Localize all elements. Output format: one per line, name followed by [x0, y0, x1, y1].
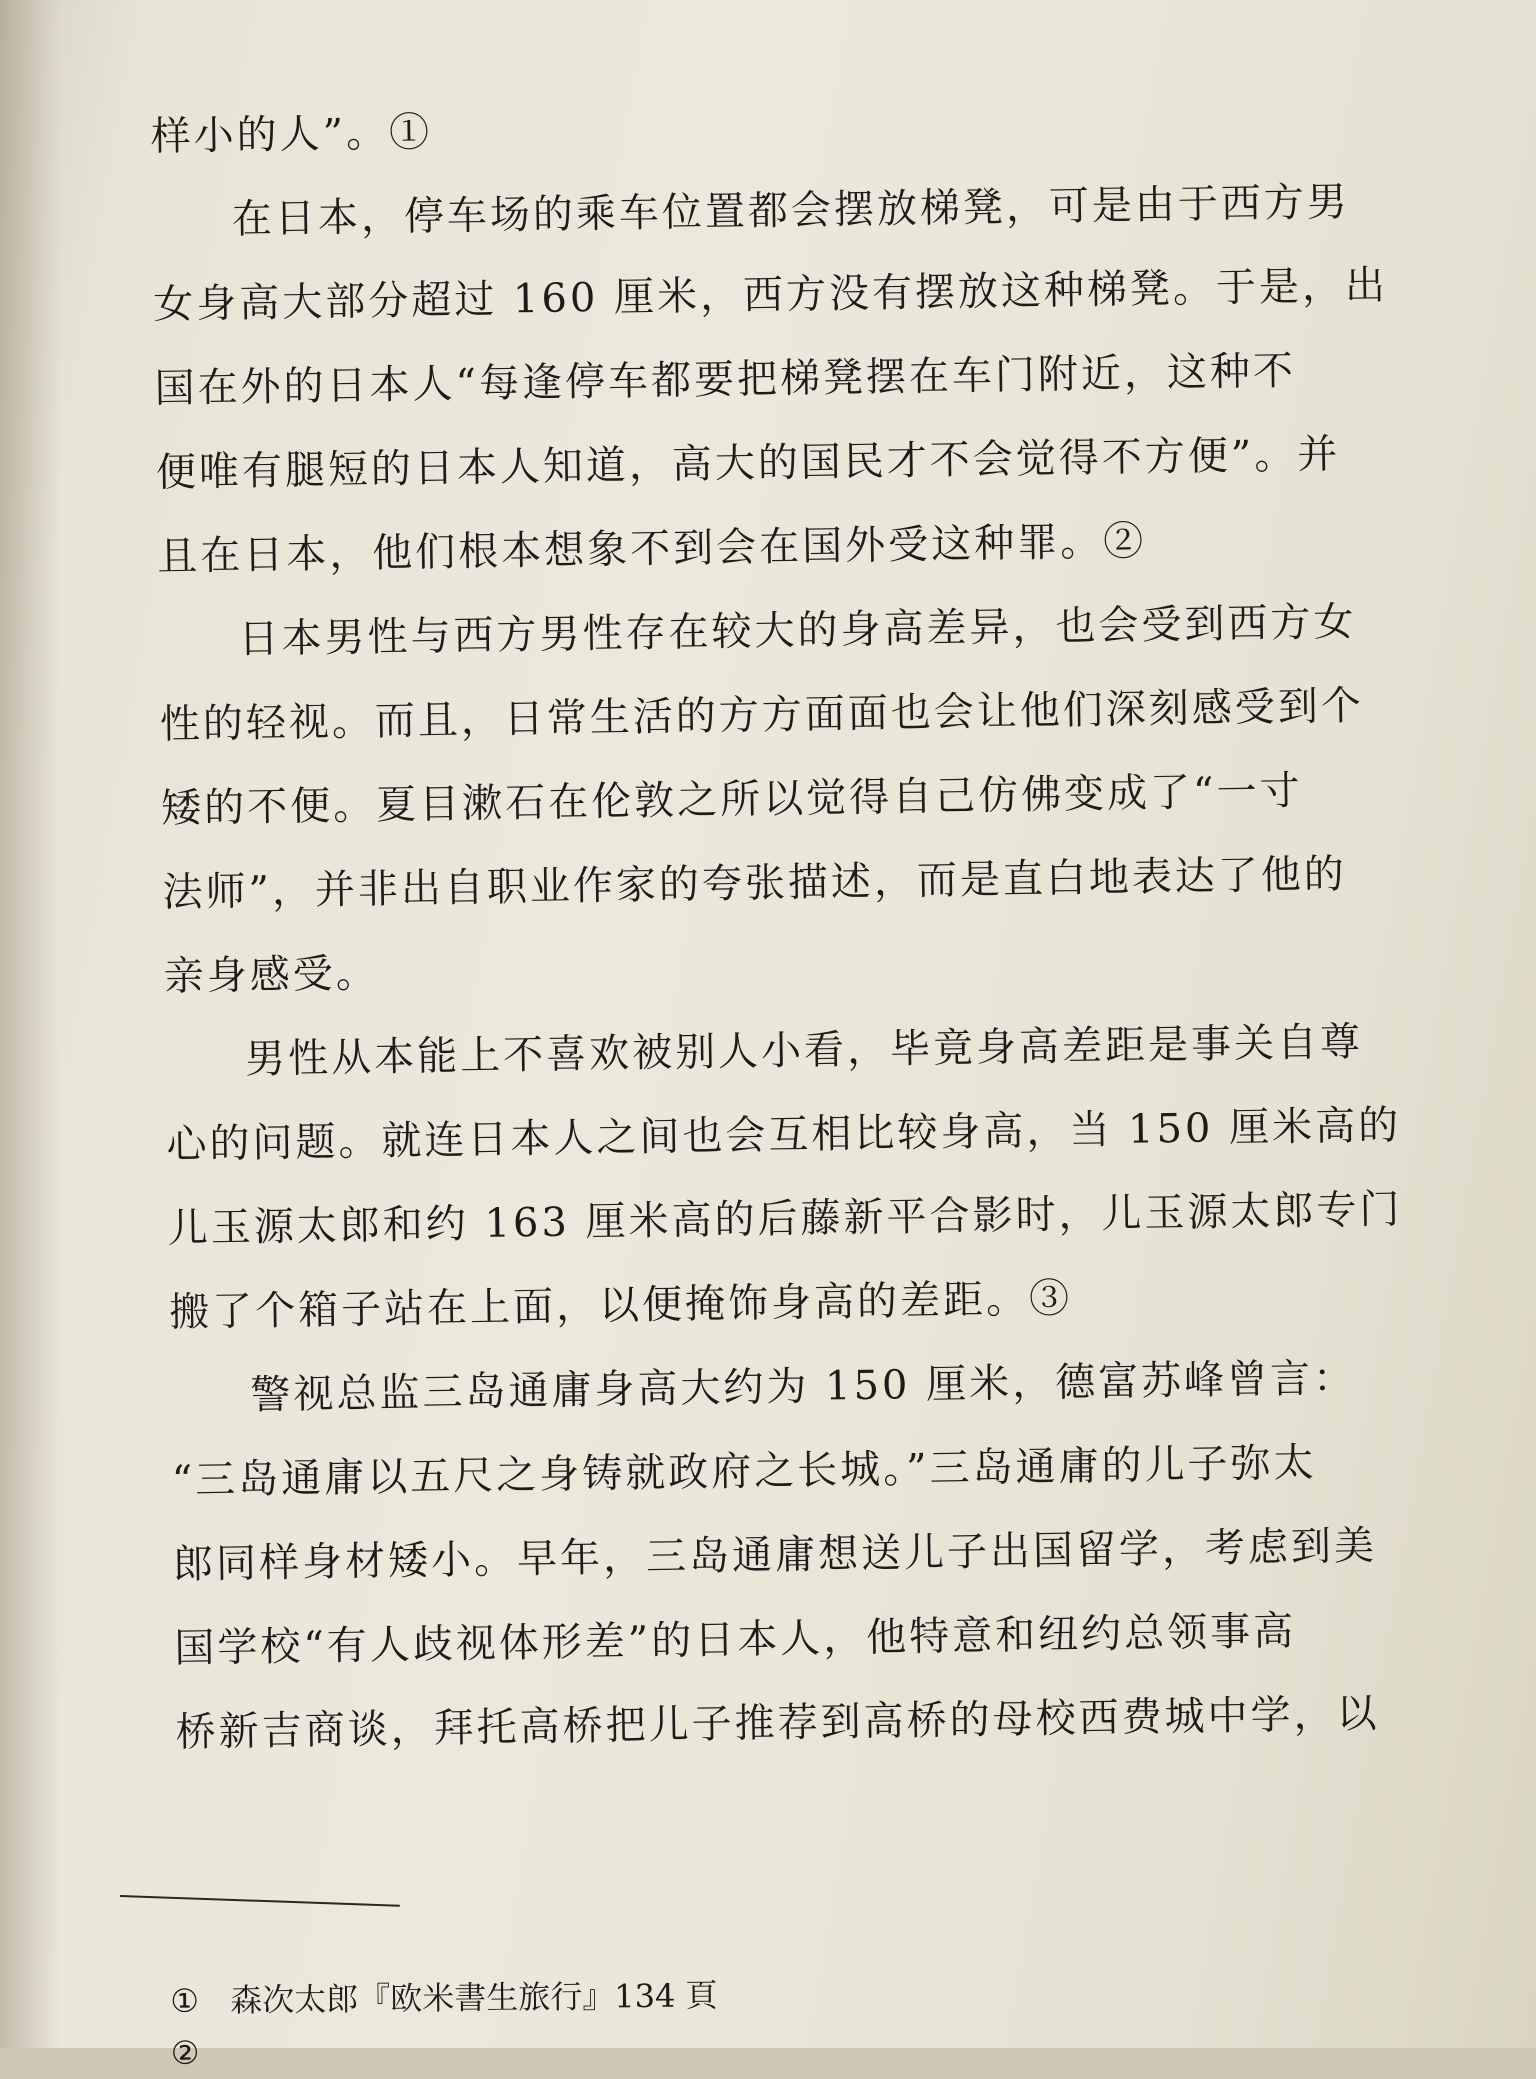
footnotes — [170, 1969, 718, 2079]
text-line: “三岛通庸以五尺之身铸就政府之长城。”三岛通庸的儿子弥太 — [171, 1419, 1442, 1523]
body-text — [150, 75, 1446, 1775]
text-line: 在日本，停车场的乘车位置都会摆放梯凳，可是由于西方男 — [151, 159, 1422, 263]
footnote-divider — [120, 1895, 400, 1907]
page-gutter-shadow — [0, 0, 60, 2048]
text-line: 男性从本能上不喜欢被别人小看，毕竟身高差距是事关自尊 — [165, 999, 1436, 1103]
footnote-number: ② — [171, 2026, 232, 2079]
footnote-item — [171, 2021, 719, 2079]
text-line: 日本男性与西方男性存在较大的身高差异，也会受到西方女 — [158, 579, 1429, 683]
text-line: 警视总监三岛通庸身高大约为 150 厘米，德富苏峰曾言： — [170, 1335, 1441, 1439]
text-line: 搬了个箱子站在上面，以便掩饰身高的差距。③ — [168, 1251, 1439, 1355]
footnote-item — [170, 1969, 718, 2027]
text-line: 桥新吉商谈，拜托高桥把儿子推荐到高桥的母校西费城中学，以 — [175, 1671, 1446, 1775]
text-line: 郎同样身材矮小。早年，三岛通庸想送儿子出国留学，考虑到美 — [172, 1503, 1443, 1607]
text-line: 且在日本，他们根本想象不到会在国外受这种罪。② — [157, 495, 1428, 599]
text-line: 性的轻视。而且，日常生活的方方面面也会让他们深刻感受到个 — [159, 663, 1430, 767]
text-line: 矮的不便。夏目漱石在伦敦之所以觉得自己仿佛变成了“一寸 — [161, 747, 1432, 851]
footnote-text: 森次太郎『欧米書生旅行』134 頁 — [230, 1976, 718, 2019]
text-line: 样小的人”。① — [150, 75, 1421, 179]
text-line: 国学校“有人歧视体形差”的日本人，他特意和纽约总领事高 — [174, 1587, 1445, 1691]
text-line: 法师”，并非出自职业作家的夸张描述，而是直白地表达了他的 — [162, 831, 1433, 935]
text-line: 心的问题。就连日本人之间也会互相比较身高，当 150 厘米高的 — [166, 1083, 1437, 1187]
text-line: 女身高大部分超过 160 厘米，西方没有摆放这种梯凳。于是，出 — [153, 243, 1424, 347]
text-line: 亲身感受。 — [163, 915, 1434, 1019]
footnote-number: ① — [170, 1974, 231, 2027]
text-line: 便唯有腿短的日本人知道，高大的国民才不会觉得不方便”。并 — [155, 411, 1426, 515]
text-line: 儿玉源太郎和约 163 厘米高的后藤新平合影时，儿玉源太郎专门 — [167, 1167, 1438, 1271]
text-line: 国在外的日本人“每逢停车都要把梯凳摆在车门附近，这种不 — [154, 327, 1425, 431]
